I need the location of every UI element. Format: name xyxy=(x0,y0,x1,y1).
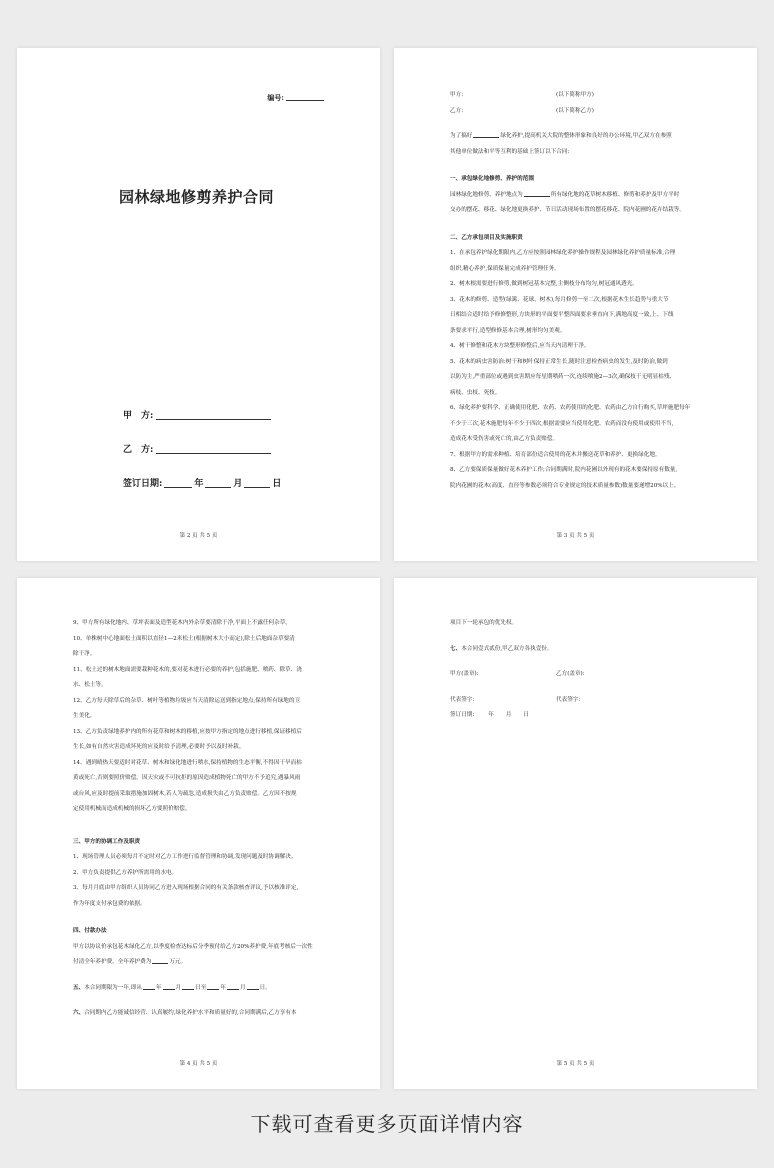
clause-line: 生长,如有自然灾害造成坏死的应及时给予清理,必要时予以及时补栽。 xyxy=(73,744,245,750)
contract-page-3 xyxy=(394,48,757,561)
clause-line: 10、单株树中心地面松土面积以直径1—2米松土(根据树木大小而定),除土后地面杂草要清 xyxy=(73,635,295,642)
clause-line: 13、乙方负责绿地养护内的所有花草和树木的移植,应按甲方指定的地点进行移植,保证移植后 xyxy=(73,728,302,735)
clause-line: 定使用机械而造成机械的损坏乙方要照价赔偿。 xyxy=(73,806,191,812)
clause-text: 万元。 xyxy=(169,959,187,965)
intro-line xyxy=(450,129,705,145)
clause-line: 12、乙方每天除草后的杂草、树叶等植物垃圾应当天清除运送到指定地点,保持所有绿地的卫 xyxy=(73,697,301,704)
clause-line: 项目下一轮承包的优先权。 xyxy=(450,620,518,626)
clause-line: 14、遇到晴热天要适时对花草、树木和绿化地进行喷水,保持植物的生态平衡,不得因干旱而枯 xyxy=(73,759,302,766)
party-b-row xyxy=(123,442,271,455)
section-heading: 四、付款办法 xyxy=(73,928,107,934)
intro-blank xyxy=(473,137,499,138)
section-text: 交办的摆花、移花、绿化地更换养护、节日活动现场布置的摆花移花、院内花圃的花卉结栽等。 xyxy=(450,207,685,213)
page-body xyxy=(73,616,328,1022)
month-label: 月 xyxy=(505,712,512,718)
page-number: 第 5 页 共 5 页 xyxy=(556,1061,595,1067)
clause-line: 以防为主,严重部位或遇到虫害期应每星期喷药一次,连续喷施2—3次,确保枝干无明显枯残、 xyxy=(450,374,676,380)
clause-line: 条要求平行,造型修修基本合理,树形均匀美观。 xyxy=(450,327,566,334)
year-label: 年 xyxy=(488,712,494,718)
seal-row xyxy=(450,667,705,683)
intro-line: 其他单位做法和平等互利的基础上签订以下合同: xyxy=(450,148,570,155)
section-heading: 二、乙方承包项目及实施职责 xyxy=(450,234,523,241)
clause-line: 日相结合适时给予修修整形,方块形的平面要平整四面要求垂直向下,满地高度一致,上、下线 xyxy=(450,312,674,318)
contract-page-4 xyxy=(17,578,380,1089)
clause-line: 除干净。 xyxy=(73,651,96,657)
section-heading: 三、甲方的协调工作及职责 xyxy=(73,838,141,845)
day-label: 日 xyxy=(523,712,530,718)
clause-line: 2、树木根需要进行修剪,做到树冠基本完整,主侧枝分布均匀,树冠通风透光。 xyxy=(450,281,638,287)
clause-line: 或台风,应及时提前采取措施加固树木,若人为疏忽,造成损失由乙方负责赔偿。乙方因不按规 xyxy=(73,790,297,797)
clause-line xyxy=(73,1006,328,1022)
term-text: 日。 xyxy=(259,984,271,991)
party-a-note: (以下简称甲方) xyxy=(556,92,594,98)
contract-page-5 xyxy=(394,578,757,1089)
clause-line: 黄或死亡,否则要照价赔偿。因天灾或不可抗拒的原因造成植物死亡的甲方不予追究,遇暴风雨 xyxy=(73,775,301,781)
clause-line: 甲方以协议价承包花木绿化乙方,以季度检查达标后分季预付给乙方20%养护费,年底考核后一次性 xyxy=(73,943,313,950)
blank xyxy=(247,989,259,990)
clause-line: 组织,精心养护,保质保量完成养护管理任务。 xyxy=(450,265,560,272)
cover-page xyxy=(17,48,380,561)
section-text-part: 所有绿化地的花草树木移植、修剪和养护及甲方平时 xyxy=(550,191,680,198)
clause-line: 造成花木受伤害或死亡的,由乙方负责赔偿。 xyxy=(450,436,559,442)
section-number: 七、 xyxy=(450,645,462,652)
download-more-caption: 下载可查看更多页面详情内容 xyxy=(250,1112,524,1136)
page-body xyxy=(450,88,705,494)
year-blank xyxy=(164,487,192,488)
clause-text: 本合同壹式贰份,甲乙双方各执壹份。 xyxy=(461,645,553,652)
blank xyxy=(227,989,239,990)
day-label: 日 xyxy=(272,479,282,489)
clause-line: 水、松土等。 xyxy=(73,682,107,688)
term-text: 月 xyxy=(175,984,182,991)
page-number: 第 2 页 共 5 页 xyxy=(179,533,218,539)
sign-date-label: 签订日期: xyxy=(123,479,163,489)
clause-line xyxy=(450,642,705,658)
party-b-seal: 乙方(盖章): xyxy=(556,671,585,677)
term-text: 年 xyxy=(155,984,162,991)
clause-line: 6、绿化养护要科学、正确使用化肥、农药、农药使用的化肥、农药由乙方自行购买,草坪施肥每年 xyxy=(450,405,691,411)
section-number: 六、 xyxy=(73,1010,85,1016)
blank xyxy=(163,989,175,990)
clause-line: 2、甲方负责提供乙方养护所需用的水电。 xyxy=(73,869,178,876)
section-text-part: 园林绿化地修剪、养护地点为 xyxy=(450,191,523,198)
clause-text: 合同期内乙方能诚信经营、认真履约,绿化养护水平和质量好的,合同期满后,乙方享有本 xyxy=(84,1010,297,1016)
page-body xyxy=(450,616,705,724)
sign-date-line xyxy=(450,708,705,724)
party-b: 乙方: xyxy=(450,107,464,114)
term-text: 日至 xyxy=(195,984,207,991)
page-number: 第 4 页 共 5 页 xyxy=(179,1061,218,1067)
rep-row xyxy=(450,693,705,709)
blank xyxy=(143,989,155,990)
blank xyxy=(182,989,194,990)
amount-blank xyxy=(152,963,168,964)
serial-blank xyxy=(286,100,324,101)
party-a-seal: 甲方(盖章): xyxy=(450,671,479,677)
sign-date-row xyxy=(123,476,281,489)
clause-line: 1、现场管理人员必须每月不定时对乙方工作进行监督管理和协调,发现问题及时协调解决。 xyxy=(73,854,297,860)
clause-line: 不少于三次,花木施肥每年不少于四次,根据需要应当使用化肥、农药而没有使用或使用不当, xyxy=(450,420,674,427)
clause-line: 7、根据甲方的需求种植、培育部份适合使用的花木并搬送花草和养护、更换绿化地。 xyxy=(450,451,661,458)
clause-line: 生美化。 xyxy=(73,713,96,719)
party-b-rep: 代表签字: xyxy=(556,696,581,703)
party-b-note: (以下简称乙方) xyxy=(556,107,594,114)
party-a: 甲方: xyxy=(450,92,464,98)
clause-line: 院内花圃的花木(高度、直径等参数必须符合专业规定的技术质量参数)数量要递增20%以上。 xyxy=(450,482,680,489)
contract-title: 园林绿地修剪养护合同 xyxy=(119,188,275,206)
party-b-blank xyxy=(156,453,271,454)
year-label: 年 xyxy=(194,479,204,489)
section-text xyxy=(450,188,705,204)
term-text: 本合同期限为一年,即从 xyxy=(84,984,142,991)
clause-line: 3、花木的修剪、造型(绿篱、花球、树木),每月修剪一至二次,根据花木生长趋势与重大节 xyxy=(450,296,669,303)
party-a-line xyxy=(450,88,705,104)
party-a-label: 甲 方: xyxy=(123,411,154,421)
party-a-blank xyxy=(156,419,271,420)
location-blank xyxy=(524,196,550,197)
serial-number xyxy=(267,93,324,103)
party-b-label: 乙 方: xyxy=(123,445,154,455)
clause-line: 8、乙方要保质保量做好花木养护工作;合同期满时,院内花圃以外现有的花木要保持原有数量, xyxy=(450,467,678,473)
clause-line xyxy=(73,955,328,971)
party-b-line xyxy=(450,104,705,120)
page-number: 第 3 页 共 5 页 xyxy=(556,533,595,539)
clause-line: 11、松土过的树木地面需要栽种花木的,要对花木进行必要的养护,包括施肥、喷药、除草、浇 xyxy=(73,666,302,673)
month-label: 月 xyxy=(233,479,243,489)
blank xyxy=(207,989,219,990)
clause-line: 病枝、虫枝、死枝。 xyxy=(450,389,501,396)
month-blank xyxy=(205,487,231,488)
term-text: 年 xyxy=(220,984,226,991)
party-a-rep: 代表签字: xyxy=(450,696,475,703)
intro-text: 绿化养护,提高机关大院的整体形象和良好的办公环境,甲乙双方在参照 xyxy=(500,133,672,139)
section-heading: 一、承包绿化地修剪、养护的范围 xyxy=(450,176,534,182)
clause-line: 作为年度支付承包费的依据。 xyxy=(73,900,146,907)
clause-line: 9、甲方所有绿化地内、草坪表面及造型花木内外杂草要清除干净,平面上不露任何杂草。 xyxy=(73,620,291,626)
section-number: 五、 xyxy=(73,984,85,991)
clause-text: 付清全年养护费。全年养护费为 xyxy=(73,959,152,965)
serial-label: 编号: xyxy=(267,93,284,102)
clause-line: 1、在承包养护绿化期限内,乙方应按照园林绿化养护操作规程及园林绿化养护质量标准,合理 xyxy=(450,250,676,256)
sign-date-label: 签订日期: xyxy=(450,712,475,718)
clause-line: 4、树干修整和花木方块整形修整后,应当天内清理干净。 xyxy=(450,343,590,349)
intro-text: 为了搞好 xyxy=(450,133,473,139)
clause-line: 3、每月月底由甲方组织人员协同乙方进入现场根据合同的有关条款核查评议,予以核准评定, xyxy=(73,885,299,891)
term-text: 月 xyxy=(239,984,246,991)
clause-line: 5、花木的病虫害防治:树干和树叶保持正常生长,随时注意检查病虫的发生,及时防治,做到 xyxy=(450,358,668,365)
party-a-row xyxy=(123,408,271,421)
term-line xyxy=(73,981,328,997)
day-blank xyxy=(244,487,270,488)
